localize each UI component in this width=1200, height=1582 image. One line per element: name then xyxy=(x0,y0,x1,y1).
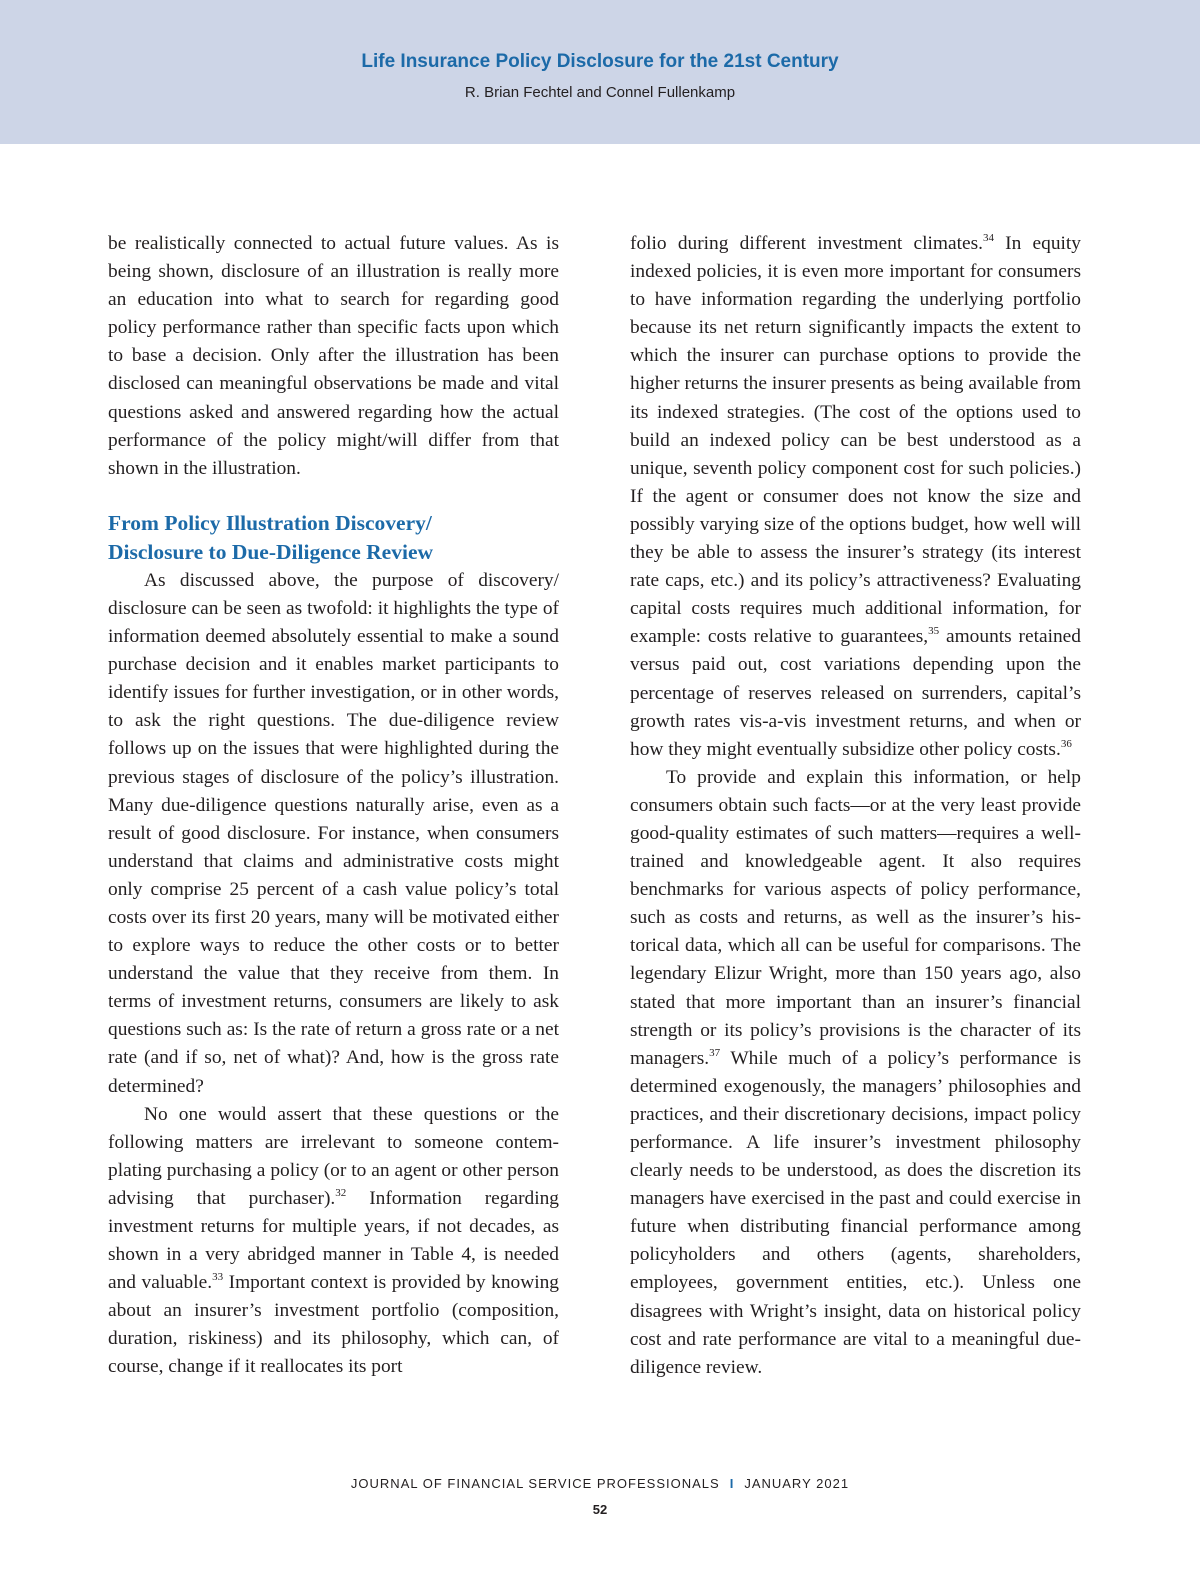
issue-date: JANUARY 2021 xyxy=(744,1476,850,1491)
footnote-ref-36: 36 xyxy=(1060,737,1072,750)
paragraph xyxy=(630,764,1081,1382)
footnote-ref-32: 32 xyxy=(335,1186,347,1199)
footnote-ref-37: 37 xyxy=(709,1046,721,1059)
section-heading-line-1: From Policy Illustration Discovery/ xyxy=(108,510,432,535)
footer-separator: I xyxy=(729,1476,735,1491)
footnote-ref-35: 35 xyxy=(928,625,940,638)
footer-journal xyxy=(0,1476,1200,1491)
paragraph: As discussed above, the purpose of discovery/ disclosure can be seen as twofold: it highlights the type of information deemed absolutely essential to make a sound purchase decision and it enables market participants to identify issues for further investigation, or in other words, to ask the right questions. The due-diligence review follows up on the issues that were highlighted during the previous stages of disclosure of the policy’s illustration. Many due-diligence questions naturally arise, even as a result of good disclosure. For instance, when consumers understand that claims and administrative costs might only comprise 25 percent of a cash value policy’s total costs over its first 20 years, many will be motivated either to explore ways to reduce the other costs or to better understand the value that they receive from them. In terms of investment returns, consumers are likely to ask questions such as: Is the rate of return a gross rate or a net rate (and if so, net of what)? And, how is the gross rate determined? xyxy=(108,569,559,1097)
paragraph-text: While much of a policy’s performance is determined exogenously, the managers’ philosophies and practices, and their discretionary decisions, impact policy performance. A life insurer’s investment philosophy clearly needs to be understood, as does the discretion its managers have exercised in the past and could exercise in future when distributing financial performance among policyholders and others (agents, shareholders, employees, government entities, etc.). Unless one disagrees with Wright’s insight, data on historical policy cost and rate performance are vital to a meaningful due-diligence review. xyxy=(630,1047,1081,1378)
section-heading xyxy=(108,509,559,567)
footnote-ref-33: 33 xyxy=(212,1271,224,1284)
running-authors: R. Brian Fechtel and Connel Fullenkamp xyxy=(464,84,736,101)
section-heading-line-2: Disclosure to Due-Diligence Review xyxy=(108,539,434,564)
journal-name: JOURNAL OF FINANCIAL SERVICE PROFESSIONALS xyxy=(350,1476,720,1491)
page-number: 52 xyxy=(592,1502,608,1517)
paragraph-text: No one would assert that these questions or the following matters are irrelevant to someone contemplating purchasing a policy (or to an agent or other person advising that purchaser). xyxy=(108,1103,559,1209)
paragraph-continuation xyxy=(630,230,1081,764)
paragraph-text: In equity indexed policies, it is even more important for consumers to have information regarding the underlying portfolio because its net return significantly impacts the extent to which the insurer can purchase options to provide the higher returns the insurer presents as being available from its indexed strategies. (The cost of the options used to build an indexed policy can be best understood as a unique, seventh policy component cost for such policies.) If the agent or consumer does not know the size and possibly varying size of the options budget, how well will they be able to assess the insurer’s strategy (its interest rate caps, etc.) and its policy’s attractiveness? Evaluating capital costs requires much additional information, for example: costs relative to guarantees, xyxy=(630,233,1081,648)
running-title: Life Insurance Policy Disclosure for the 21st Century xyxy=(361,51,839,72)
paragraph-text: folio during different investment climates. xyxy=(630,233,983,254)
paragraph-text: To provide and explain this information, or help consumers obtain such facts—or at the very least provide good-quality estimates of such matters—requires a well-trained and knowledgeable agent. It also requires benchmarks for various aspects of policy performance, such as costs and returns, as well as the insurer’s historical data, which all can be useful for comparisons. The legendary Elizur Wright, more than 150 years ago, also stated that more important than an insurer’s financial strength or its policy’s provisions is the character of its managers. xyxy=(630,766,1081,1069)
paragraph xyxy=(108,1101,559,1382)
left-column xyxy=(108,230,559,1382)
right-column xyxy=(630,230,1081,1382)
paragraph-continuation: be realistically connected to actual future values. As is being shown, disclosure of an illustration is really more an education into what to search for regarding good policy performance rather than specific facts upon which to base a decision. Only after the illustration has been disclosed can meaningful observations be made and vital questions asked and answered regarding how the actual performance of the policy might/will differ from that shown in the illustration. xyxy=(108,233,559,479)
header-band xyxy=(0,0,1200,144)
paragraph-text: amounts retained versus paid out, cost variations depending upon the percentage of reserves released on surrenders, capital’s growth rates vis-a-vis investment returns, and when or how they might eventually subsidize other policy costs. xyxy=(630,626,1081,760)
paragraph-text: Important context is provided by knowing about an insurer’s investment portfolio (composition, duration, riskiness) and its philosophy, which can, of course, change if it reallocates its port xyxy=(108,1272,559,1378)
paragraph-text: Information regarding investment returns for multiple years, if not decades, as shown in a very abridged manner in Table 4, is needed and valuable. xyxy=(108,1187,560,1294)
footnote-ref-34: 34 xyxy=(982,232,994,244)
